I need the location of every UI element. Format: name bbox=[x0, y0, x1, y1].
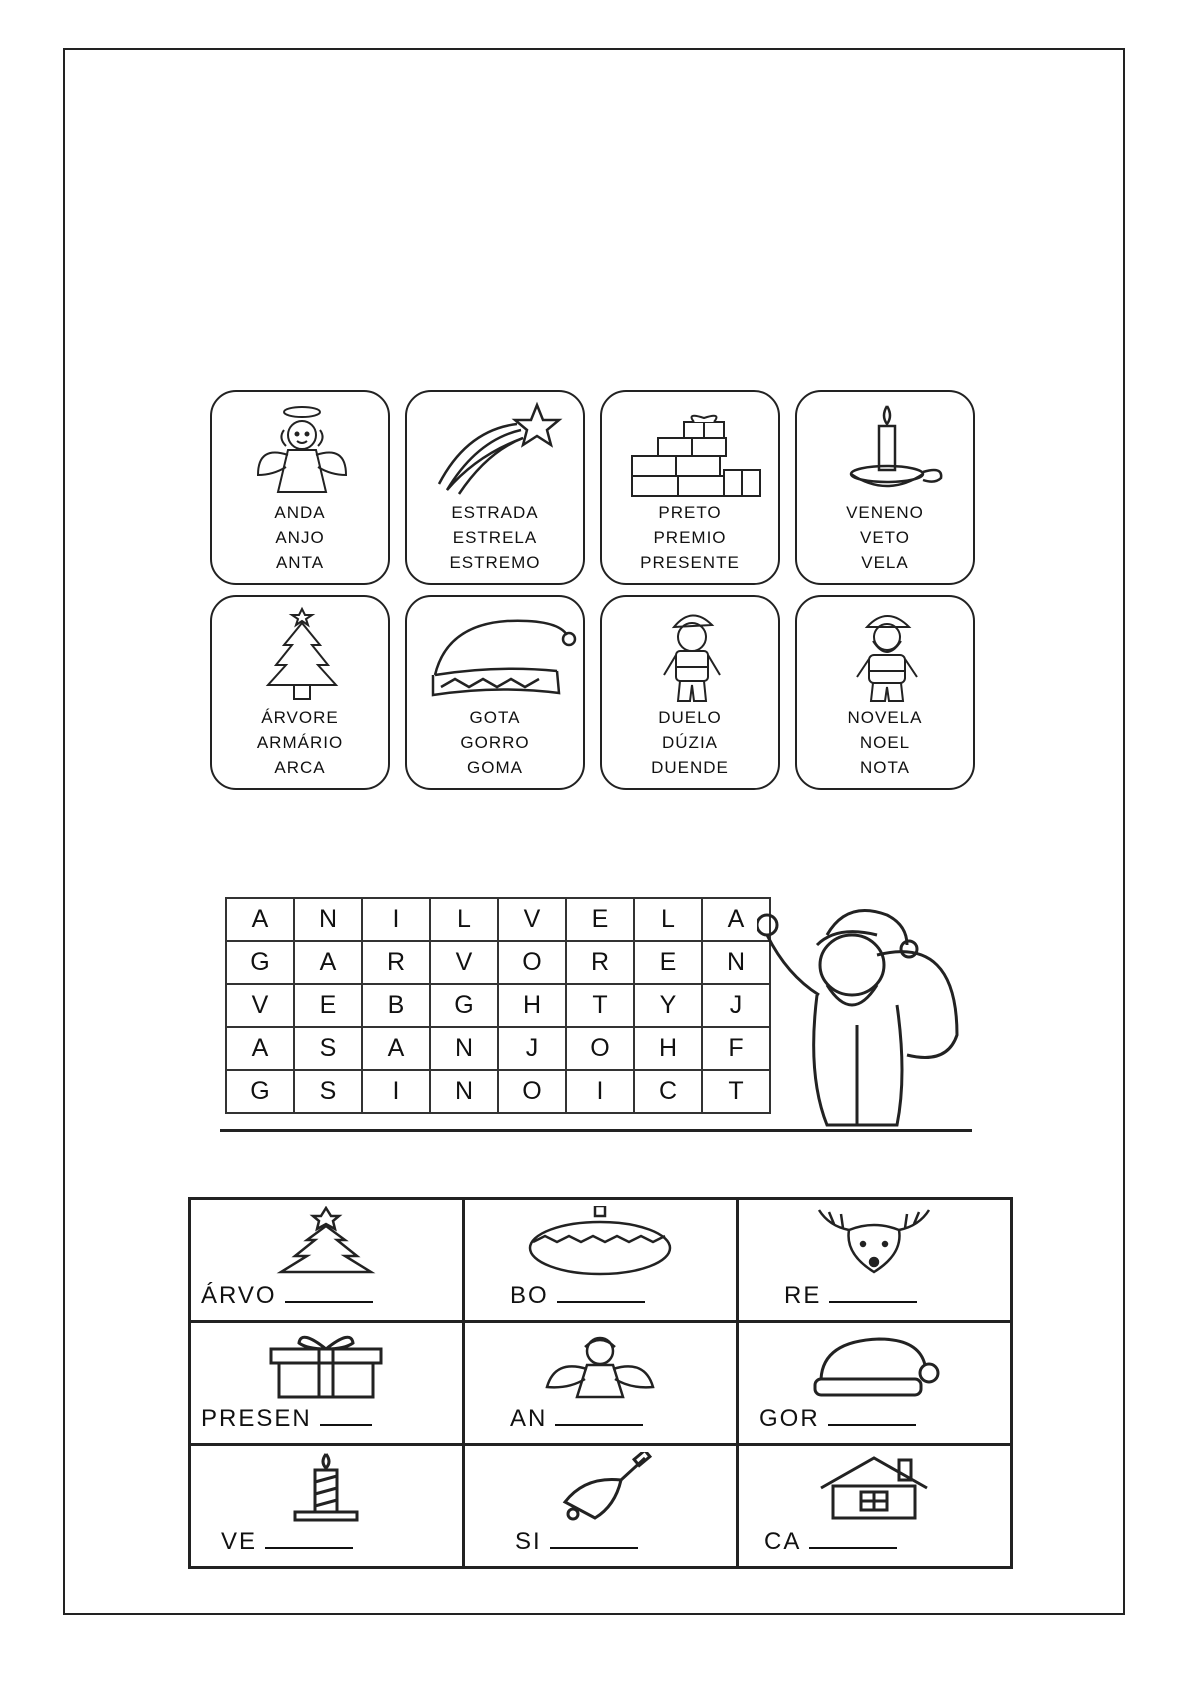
letter-cell[interactable]: B bbox=[362, 984, 430, 1027]
word-card bbox=[405, 595, 585, 790]
letter-cell[interactable]: H bbox=[498, 984, 566, 1027]
candle-icon bbox=[807, 400, 967, 500]
word-card bbox=[210, 390, 390, 585]
letter-cell[interactable]: G bbox=[226, 1070, 294, 1113]
word-start bbox=[515, 1528, 638, 1556]
letter-cell[interactable]: J bbox=[498, 1027, 566, 1070]
answer-blank[interactable] bbox=[557, 1301, 645, 1303]
shooting-star-icon bbox=[417, 400, 577, 500]
letter-cell[interactable]: N bbox=[430, 1027, 498, 1070]
house-icon bbox=[799, 1452, 949, 1522]
complete-word-cell bbox=[464, 1445, 738, 1568]
card-word: ANTA bbox=[275, 553, 325, 572]
letter-cell[interactable]: A bbox=[226, 898, 294, 941]
answer-blank[interactable] bbox=[555, 1424, 643, 1426]
angel-icon bbox=[525, 1329, 675, 1399]
letter-cell[interactable]: O bbox=[498, 941, 566, 984]
card-word: NOTA bbox=[860, 758, 910, 777]
prefix-text: GOR bbox=[759, 1405, 820, 1432]
complete-word-cell bbox=[190, 1199, 464, 1322]
angel-icon bbox=[222, 400, 382, 500]
answer-blank[interactable] bbox=[285, 1301, 373, 1303]
letter-cell[interactable]: T bbox=[566, 984, 634, 1027]
santa-hat-icon bbox=[799, 1329, 949, 1399]
reindeer-icon bbox=[799, 1206, 949, 1276]
card-word: GOTA bbox=[469, 708, 521, 727]
answer-blank[interactable] bbox=[829, 1301, 917, 1303]
christmas-tree-icon bbox=[222, 605, 382, 705]
card-word: PRETO bbox=[658, 503, 722, 522]
letter-cell[interactable]: Y bbox=[634, 984, 702, 1027]
card-word: DÚZIA bbox=[662, 733, 718, 752]
word-card bbox=[405, 390, 585, 585]
card-word: ESTRELA bbox=[452, 528, 538, 547]
letter-cell[interactable]: V bbox=[430, 941, 498, 984]
letter-cell[interactable]: C bbox=[634, 1070, 702, 1113]
letter-cell[interactable]: F bbox=[702, 1027, 770, 1070]
card-word: PRESENTE bbox=[640, 553, 740, 572]
gift-boxes-icon bbox=[612, 400, 772, 500]
complete-word-cell bbox=[190, 1445, 464, 1568]
letter-cell[interactable]: V bbox=[498, 898, 566, 941]
complete-word-cell bbox=[464, 1199, 738, 1322]
letter-cell[interactable]: N bbox=[702, 941, 770, 984]
letter-cell[interactable]: G bbox=[226, 941, 294, 984]
card-word: ARCA bbox=[274, 758, 326, 777]
card-word: GORRO bbox=[460, 733, 530, 752]
gift-icon bbox=[251, 1329, 401, 1399]
complete-word-cell bbox=[190, 1322, 464, 1445]
letter-cell[interactable]: I bbox=[566, 1070, 634, 1113]
word-card bbox=[210, 595, 390, 790]
letter-cell[interactable]: N bbox=[430, 1070, 498, 1113]
word-card bbox=[795, 390, 975, 585]
prefix-text: AN bbox=[510, 1405, 548, 1432]
complete-word-cell bbox=[738, 1199, 1012, 1322]
word-cards bbox=[210, 390, 990, 790]
letter-cell[interactable]: I bbox=[362, 1070, 430, 1113]
word-start bbox=[221, 1528, 353, 1556]
letter-cell[interactable]: E bbox=[294, 984, 362, 1027]
complete-word-cell bbox=[738, 1445, 1012, 1568]
prefix-text: PRESEN bbox=[201, 1405, 312, 1432]
letter-cell[interactable]: E bbox=[566, 898, 634, 941]
letter-cell[interactable]: A bbox=[362, 1027, 430, 1070]
santa-hat-icon bbox=[417, 605, 577, 705]
card-word: NOEL bbox=[859, 733, 911, 752]
letter-cell[interactable]: S bbox=[294, 1027, 362, 1070]
ornament-ball-icon bbox=[525, 1206, 675, 1276]
letter-cell[interactable]: S bbox=[294, 1070, 362, 1113]
word-search-grid bbox=[225, 897, 771, 1114]
candle-icon bbox=[251, 1452, 401, 1522]
letter-cell[interactable]: T bbox=[702, 1070, 770, 1113]
card-word: ESTRADA bbox=[451, 503, 539, 522]
complete-word-cell bbox=[738, 1322, 1012, 1445]
letter-cell[interactable]: R bbox=[566, 941, 634, 984]
letter-cell[interactable]: L bbox=[634, 898, 702, 941]
letter-cell[interactable]: O bbox=[498, 1070, 566, 1113]
card-word: DUELO bbox=[658, 708, 722, 727]
prefix-text: CA bbox=[764, 1528, 802, 1555]
prefix-text: RE bbox=[784, 1282, 822, 1309]
answer-blank[interactable] bbox=[809, 1547, 897, 1549]
card-word: PREMIO bbox=[653, 528, 727, 547]
word-card bbox=[600, 390, 780, 585]
word-card bbox=[795, 595, 975, 790]
card-word: ANJO bbox=[275, 528, 325, 547]
letter-cell[interactable]: N bbox=[294, 898, 362, 941]
letter-cell[interactable]: A bbox=[294, 941, 362, 984]
complete-word-cell bbox=[464, 1322, 738, 1445]
word-start bbox=[510, 1405, 643, 1433]
complete-words-grid bbox=[188, 1197, 1013, 1569]
letter-cell[interactable]: R bbox=[362, 941, 430, 984]
word-start bbox=[201, 1282, 373, 1310]
card-word: ESTREMO bbox=[449, 553, 541, 572]
word-start bbox=[764, 1528, 897, 1556]
prefix-text: BO bbox=[510, 1282, 549, 1309]
prefix-text: ÁRVO bbox=[201, 1282, 277, 1309]
card-word: VENENO bbox=[846, 503, 924, 522]
divider-line bbox=[220, 1129, 972, 1132]
letter-cell[interactable]: L bbox=[430, 898, 498, 941]
elf-icon bbox=[612, 605, 772, 705]
card-word: VELA bbox=[861, 553, 909, 572]
answer-blank[interactable] bbox=[320, 1424, 372, 1426]
card-word: GOMA bbox=[467, 758, 523, 777]
christmas-tree-icon bbox=[251, 1206, 401, 1276]
santa-with-sack-icon bbox=[757, 895, 972, 1135]
letter-cell[interactable]: A bbox=[226, 1027, 294, 1070]
letter-cell[interactable]: I bbox=[362, 898, 430, 941]
word-card bbox=[600, 595, 780, 790]
card-word: ÁRVORE bbox=[261, 708, 339, 727]
letter-cell[interactable]: G bbox=[430, 984, 498, 1027]
card-word: VETO bbox=[860, 528, 910, 547]
card-word: NOVELA bbox=[847, 708, 923, 727]
letter-cell[interactable]: V bbox=[226, 984, 294, 1027]
prefix-text: SI bbox=[515, 1528, 542, 1555]
letter-cell[interactable]: E bbox=[634, 941, 702, 984]
bell-icon bbox=[525, 1452, 675, 1522]
prefix-text: VE bbox=[221, 1528, 258, 1555]
word-start bbox=[510, 1282, 645, 1310]
letter-cell[interactable]: J bbox=[702, 984, 770, 1027]
answer-blank[interactable] bbox=[550, 1547, 638, 1549]
card-word: ARMÁRIO bbox=[256, 733, 344, 752]
word-start bbox=[201, 1405, 372, 1433]
santa-claus-icon bbox=[807, 605, 967, 705]
letter-cell[interactable]: H bbox=[634, 1027, 702, 1070]
card-word: DUENDE bbox=[651, 758, 729, 777]
answer-blank[interactable] bbox=[828, 1424, 916, 1426]
letter-cell[interactable]: O bbox=[566, 1027, 634, 1070]
answer-blank[interactable] bbox=[265, 1547, 353, 1549]
letter-cell[interactable]: A bbox=[702, 898, 770, 941]
word-start bbox=[784, 1282, 917, 1310]
word-start bbox=[759, 1405, 916, 1433]
card-word: ANDA bbox=[274, 503, 326, 522]
